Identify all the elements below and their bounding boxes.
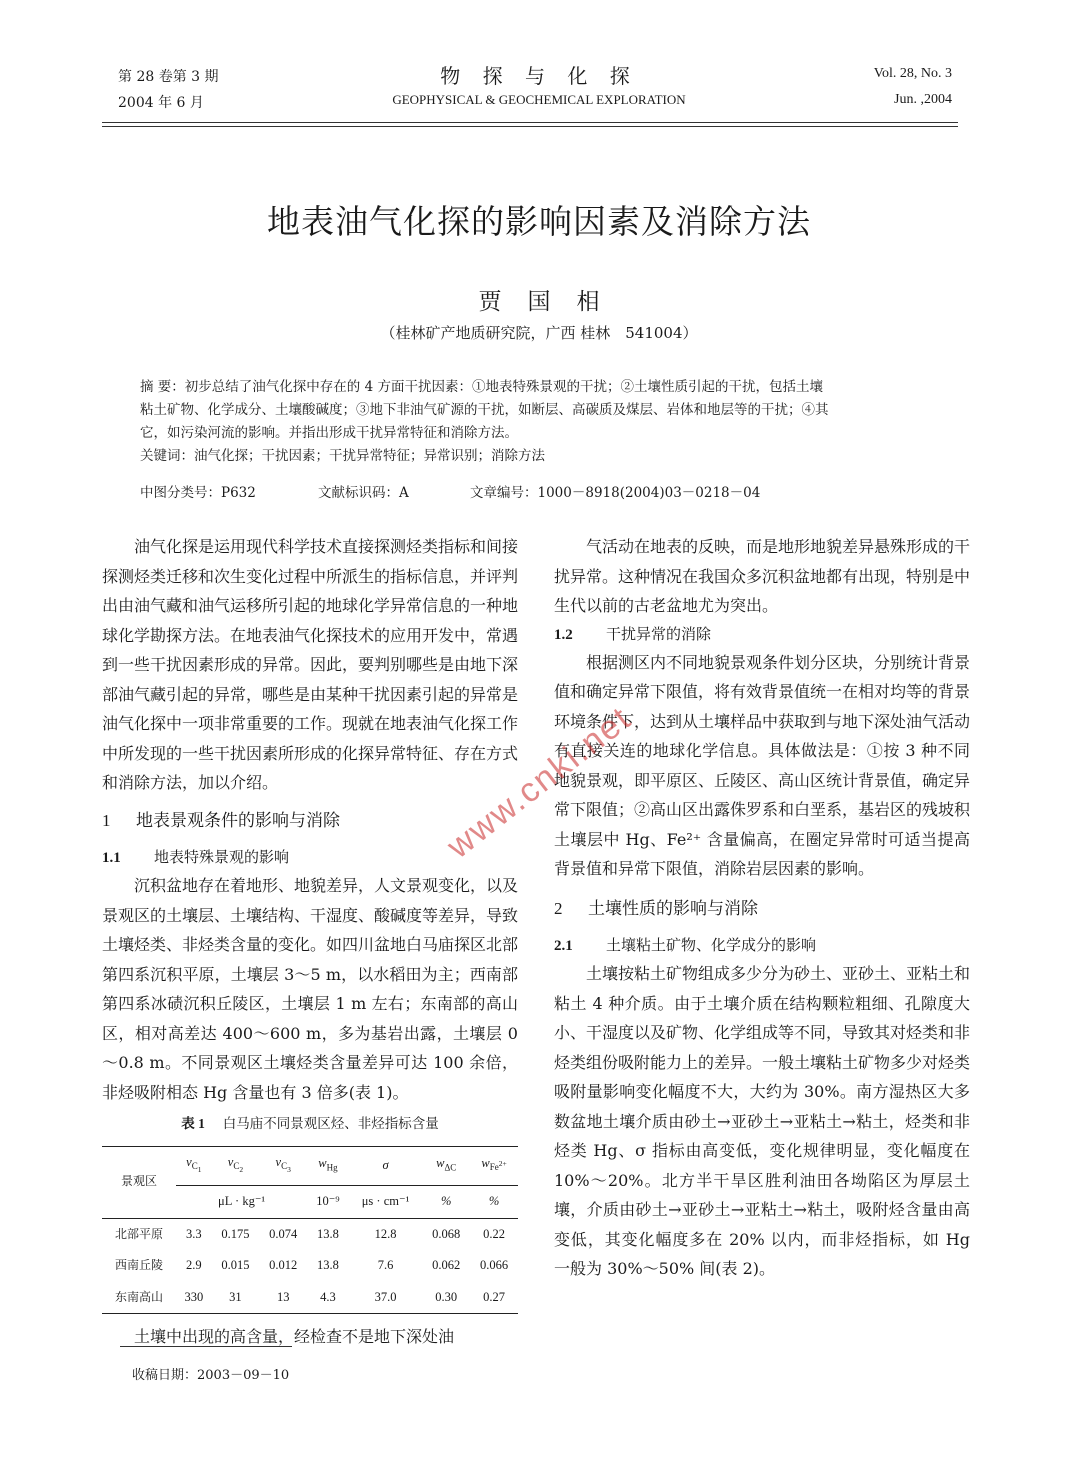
table-cell: 0.074 — [269, 1226, 298, 1241]
table-row — [102, 1250, 518, 1282]
table-col-wfe: $w_{Fe^{2+}}$ — [481, 1155, 507, 1173]
section-title: 干扰异常的消除 — [606, 624, 712, 643]
clc-number: 中图分类号：P632 — [140, 485, 256, 501]
table-cell: 东南高山 — [115, 1289, 164, 1304]
table-cell: 13.8 — [316, 1226, 339, 1241]
section-number: 1.2 — [554, 626, 573, 643]
table-cell: 0.175 — [221, 1226, 250, 1241]
journal-title-en: GEOPHYSICAL & GEOCHEMICAL EXPLORATION — [392, 92, 686, 107]
table-row — [102, 1282, 518, 1314]
article-number: 文章编号：1000－8918(2004)03－0218－04 — [470, 485, 761, 501]
abstract-line: 粘土矿物、化学成分、土壤酸碱度；③地下非油气矿源的干扰，如断层、高碳质及煤层、岩体和地层等的干扰；④其 — [140, 402, 829, 418]
table-cell: 37.0 — [374, 1289, 397, 1304]
section-1-2-paragraph: 根据测区内不同地貌景观条件划分区块，分别统计背景值和确定异常下限值，将有效背景值统一在相对均等的背景环境条件下，达到从土壤样品中获取到与地下深处油气活动有直接关连的地球化学信息。具体做法是：①按 3 种不同地貌景观，即平原区、丘陵区、高山区统计背景值，确定异常下限值；②高山区出露侏罗系和白垩系，基岩区的残坡积土壤层中 Hg、Fe²⁺ 含量偏高，在圈定异常时可适当提高背景值和异常下限值，消除岩层因素的影响。 — [554, 652, 971, 878]
intro-paragraph: 油气化探是运用现代科学技术直接探测烃类指标和间接探测烃类迁移和次生变化过程中所派生的指标信息，并评判出由油气藏和油气运移所引起的地球化学异常信息的一种地球化学勘探方法。在地表油气化探技术的应用开发中，常遇到一些干扰因素形成的异常。因此，要判别哪些是由地下深部油气藏引起的异常，哪些是由某种干扰因素引起的异常是油气化探中一项非常重要的工作。现就在地表油气化探工作中所发现的一些干扰因素所形成的化探异常特征、存在方式和消除方法，加以介绍。 — [102, 537, 519, 792]
continuation-paragraph: 气活动在地表的反映，而是地形地貌差异悬殊形成的干扰异常。这种情况在我国众多沉积盆地都有出现，特别是中生代以前的古老盆地尤为突出。 — [554, 537, 971, 615]
table-cell: 北部平原 — [115, 1226, 164, 1241]
abstract-line: 摘 要：初步总结了油气化探中存在的 4 方面干扰因素：①地表特殊景观的干扰；②土壤性质引起的干扰，包括土壤 — [140, 379, 823, 395]
table-col-wdc: $w_{\Delta C}$ — [436, 1155, 457, 1173]
table-cell: 4.3 — [320, 1289, 336, 1304]
table-col-vc1: $v_{C_1}$ — [186, 1154, 202, 1174]
table-cell: 0.066 — [480, 1258, 509, 1273]
section-number: 1 — [102, 810, 111, 830]
table-col-sigma: σ — [382, 1158, 389, 1173]
table-unit: μs · cm⁻¹ — [349, 1186, 423, 1219]
table-cell: 0.015 — [221, 1258, 250, 1273]
footnote-rule — [120, 1346, 292, 1347]
paper-title: 地表油气化探的影响因素及消除方法 — [267, 202, 811, 241]
received-date: 收稿日期：2003－09－10 — [132, 1368, 290, 1383]
section-title: 地表特殊景观的影响 — [154, 848, 290, 866]
table-cell: 0.22 — [483, 1226, 505, 1241]
table-cell: 31 — [229, 1289, 242, 1304]
abstract-line: 它，如污染河流的影响。并指出形成干扰异常特征和消除方法。 — [140, 425, 518, 441]
table-unit: % — [422, 1186, 470, 1219]
table-header-row — [102, 1146, 518, 1186]
after-table-paragraph: 土壤中出现的高含量，经检查不是地下深处油 — [134, 1327, 455, 1347]
volume-issue-cn: 第 28 卷第 3 期 — [118, 69, 219, 85]
section-1-1-paragraph: 沉积盆地存在着地形、地貌差异，人文景观变化，以及景观区的土壤层、土壤结构、干湿度、酸碱度等差异，导致土壤烃类、非烃类含量的变化。如四川盆地白马庙探区北部第四系沉积平原，土壤层 3～5 m，以水稻田为主；西南部第四系冰碛沉积丘陵区，土壤层 1 m 左右；东南部的高山区，相对高差达 400～600 m，多为基岩出露，土壤层 0～0.8 m。不同景观区土壤烃类含量差异可达 100 余倍，非烃吸附相态 Hg 含量也有 3 倍多(表 1)。 — [102, 876, 519, 1102]
table-cell: 0.30 — [435, 1289, 458, 1304]
table-cell: 0.012 — [269, 1258, 298, 1273]
table-cell: 西南丘陵 — [115, 1258, 164, 1273]
journal-title-cn: 物 探 与 化 探 — [440, 64, 638, 88]
header-rule-2 — [102, 126, 958, 127]
date-en: Jun. ,2004 — [894, 92, 952, 107]
table-cell: 330 — [184, 1289, 204, 1304]
table-cell: 13.8 — [316, 1258, 339, 1273]
section-1-2-heading — [554, 621, 970, 648]
section-number: 1.1 — [102, 850, 121, 866]
section-title: 地表景观条件的影响与消除 — [136, 810, 340, 831]
header-rule — [102, 122, 958, 123]
table-col-vc3: $v_{C_3}$ — [275, 1154, 291, 1174]
section-2-1-paragraph: 土壤按粘土矿物组成多少分为砂土、亚砂土、亚粘土和粘土 4 种介质。由于土壤介质在结构颗粒粗细、孔隙度大小、干湿度以及矿物、化学组成等不同，导致其对烃类和非烃类组份吸附能力上的差异。一般土壤粘土矿物多少对烃类吸附量影响变化幅度不大，大约为 30%。南方湿热区大多数盆地土壤介质由砂土→亚砂土→亚粘土→粘土，烃类和非烃类 Hg、σ 指标由高变低，变化规律明显，变化幅度在 10%～20%。北方半干旱区胜利油田各坳陷区为厚层土壤，介质由砂土→亚砂土→亚粘土→粘土，吸附烃含量由高变低，其变化幅度多在 20% 以内，而非烃指标，如 Hg 一般为 30%～50% 间(表 2)。 — [554, 964, 971, 1278]
table-col-header: 景观区 — [102, 1146, 176, 1218]
document-code: 文献标识码：A — [318, 485, 409, 501]
section-title: 土壤粘土矿物、化学成分的影响 — [606, 936, 817, 954]
table-number: 表 1 — [181, 1116, 205, 1131]
table-cell: 0.27 — [483, 1289, 505, 1304]
table-cell: 13 — [276, 1289, 290, 1304]
abstract — [140, 376, 940, 468]
table-1 — [102, 1146, 518, 1315]
table-cell: 3.3 — [186, 1226, 202, 1241]
table-caption-text: 白马庙不同景观区烃、非烃指标含量 — [222, 1116, 439, 1132]
section-2-heading — [554, 894, 970, 925]
table-cell: 2.9 — [186, 1258, 202, 1273]
section-number: 2.1 — [554, 938, 573, 954]
section-title: 土壤性质的影响与消除 — [588, 898, 758, 919]
table-cell: 0.068 — [432, 1226, 461, 1241]
date-cn: 2004 年 6 月 — [118, 95, 204, 111]
table-unit: μL · kg⁻¹ — [176, 1186, 307, 1219]
table-cell: 12.8 — [374, 1226, 397, 1241]
watermark: www.cnki.net — [440, 699, 639, 866]
table-col-vc2: $v_{C_2}$ — [227, 1154, 244, 1174]
table-cell: 0.062 — [432, 1258, 461, 1273]
keywords: 关键词：油气化探；干扰因素；干扰异常特征；异常识别；消除方法 — [140, 448, 545, 464]
volume-issue-en: Vol. 28, No. 3 — [873, 66, 952, 81]
affiliation: （桂林矿产地质研究院，广西 桂林 541004） — [380, 324, 698, 342]
table-unit: 10⁻⁹ — [307, 1186, 349, 1219]
table-row — [102, 1218, 518, 1250]
table-unit: % — [470, 1186, 518, 1219]
left-column — [102, 532, 518, 1352]
section-2-1-heading — [554, 932, 970, 959]
table-col-whg: $w_{Hg}$ — [318, 1155, 338, 1173]
table-cell: 7.6 — [377, 1258, 394, 1273]
table-1-caption — [102, 1109, 518, 1140]
right-column — [554, 532, 970, 1284]
section-number: 2 — [554, 898, 563, 918]
author: 贾国相 — [478, 289, 626, 315]
